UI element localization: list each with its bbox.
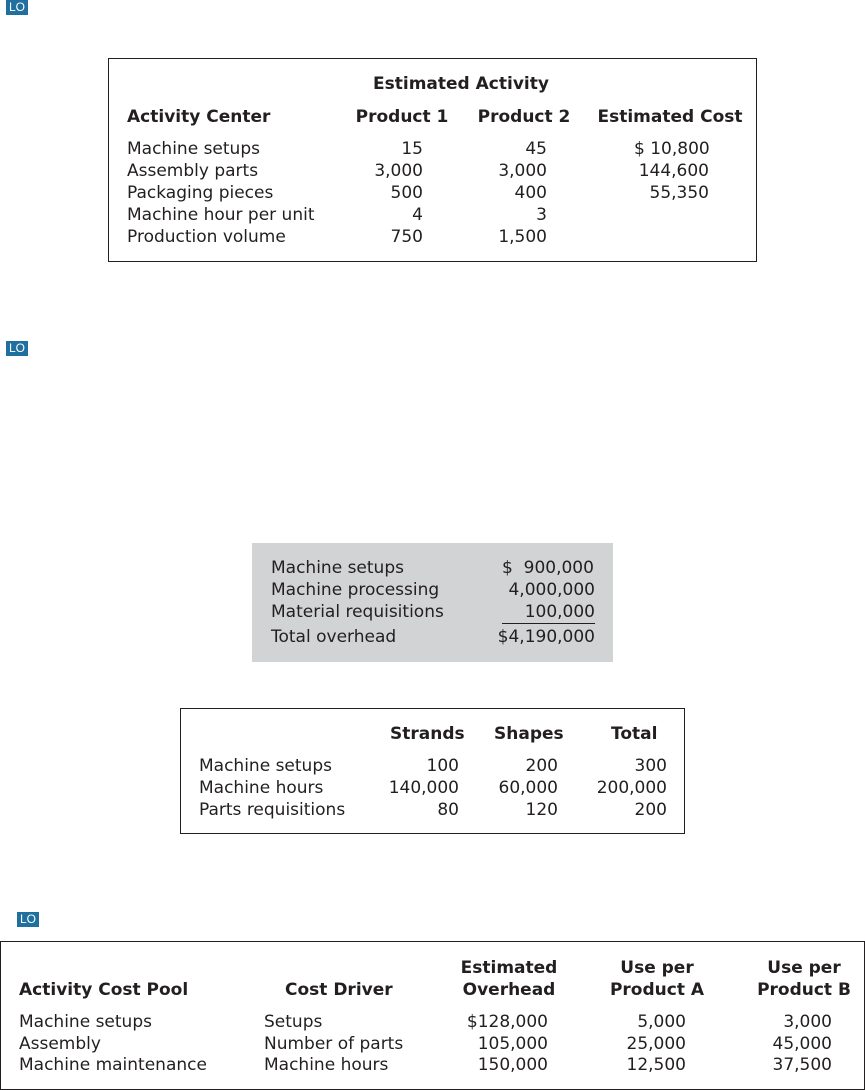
cell-value: 140,000 bbox=[388, 778, 459, 798]
column-header: Total bbox=[611, 724, 658, 744]
cell-value: 5,000 bbox=[637, 1012, 686, 1032]
cell-value: 300 bbox=[634, 756, 667, 776]
cell-value: 200 bbox=[634, 800, 667, 820]
subtotal-rule bbox=[502, 623, 595, 624]
lo-badge: LO bbox=[6, 0, 28, 15]
column-header: Use per bbox=[767, 958, 841, 978]
row-label: Machine setups bbox=[19, 1012, 152, 1032]
column-header: Product 2 bbox=[477, 107, 571, 127]
cell-value: 80 bbox=[437, 800, 459, 820]
row-label: Machine setups bbox=[127, 139, 260, 159]
cell-value: 400 bbox=[514, 183, 547, 203]
cell-value: 45,000 bbox=[772, 1034, 832, 1054]
cell-value: 45 bbox=[525, 139, 547, 159]
row-label: Machine hour per unit bbox=[127, 205, 315, 225]
cell-value: 100,000 bbox=[524, 602, 595, 622]
row-label: Machine processing bbox=[271, 580, 440, 600]
column-header: Cost Driver bbox=[285, 980, 393, 1000]
row-label: Machine hours bbox=[199, 778, 324, 798]
cell-value: 200,000 bbox=[596, 778, 667, 798]
column-header: Product B bbox=[757, 980, 851, 1000]
lo-badge: LO bbox=[6, 341, 28, 356]
cost-driver: Machine hours bbox=[264, 1055, 389, 1075]
cell-value: 144,600 bbox=[638, 161, 709, 181]
column-header: Activity Center bbox=[127, 107, 271, 127]
column-header: Estimated Cost bbox=[597, 107, 743, 127]
cell-value: 120 bbox=[525, 800, 558, 820]
total-label: Total overhead bbox=[271, 627, 397, 647]
cell-value: $ 900,000 bbox=[502, 558, 594, 578]
cell-value: $ 10,800 bbox=[634, 139, 710, 159]
column-header: Overhead bbox=[462, 980, 556, 1000]
cell-value: 3,000 bbox=[783, 1012, 832, 1032]
cell-value: 150,000 bbox=[477, 1055, 548, 1075]
overhead-summary-table bbox=[252, 543, 613, 662]
row-label: Material requisitions bbox=[271, 602, 444, 622]
cell-value: 12,500 bbox=[626, 1055, 686, 1075]
cell-value: 3 bbox=[536, 205, 547, 225]
cell-value: 25,000 bbox=[626, 1034, 686, 1054]
cell-value: 3,000 bbox=[374, 161, 423, 181]
activity-table-3 bbox=[180, 708, 685, 834]
cell-value: 4 bbox=[412, 205, 423, 225]
cell-value: 1,500 bbox=[498, 227, 547, 247]
row-label: Machine setups bbox=[271, 558, 404, 578]
cell-value: 105,000 bbox=[477, 1034, 548, 1054]
activity-cost-pool-table bbox=[0, 941, 865, 1090]
row-label: Packaging pieces bbox=[127, 183, 274, 203]
row-label: Parts requisitions bbox=[199, 800, 346, 820]
cell-value: 3,000 bbox=[498, 161, 547, 181]
column-header: Product A bbox=[609, 980, 705, 1000]
column-header: Shapes bbox=[494, 724, 564, 744]
cell-value: 750 bbox=[390, 227, 423, 247]
column-header: Estimated bbox=[460, 958, 558, 978]
cell-value: 37,500 bbox=[772, 1055, 832, 1075]
group-header: Estimated Activity bbox=[373, 74, 549, 94]
column-header: Use per bbox=[620, 958, 694, 978]
column-header: Strands bbox=[390, 724, 465, 744]
cell-value: 15 bbox=[401, 139, 423, 159]
row-label: Production volume bbox=[127, 227, 286, 247]
total-value: $4,190,000 bbox=[497, 627, 595, 647]
row-label: Assembly bbox=[19, 1034, 101, 1054]
activity-table-1 bbox=[108, 58, 757, 262]
cell-value: 200 bbox=[525, 756, 558, 776]
cell-value: 500 bbox=[390, 183, 423, 203]
cell-value: $128,000 bbox=[466, 1012, 548, 1032]
cell-value: 100 bbox=[426, 756, 459, 776]
cell-value: 4,000,000 bbox=[508, 580, 595, 600]
column-header: Product 1 bbox=[355, 107, 449, 127]
cell-value: 60,000 bbox=[498, 778, 558, 798]
row-label: Assembly parts bbox=[127, 161, 259, 181]
cost-driver: Setups bbox=[264, 1012, 323, 1032]
column-header: Activity Cost Pool bbox=[19, 980, 189, 1000]
row-label: Machine setups bbox=[199, 756, 332, 776]
cost-driver: Number of parts bbox=[264, 1034, 404, 1054]
row-label: Machine maintenance bbox=[19, 1055, 207, 1075]
cell-value: 55,350 bbox=[649, 183, 709, 203]
lo-badge: LO bbox=[17, 912, 39, 927]
